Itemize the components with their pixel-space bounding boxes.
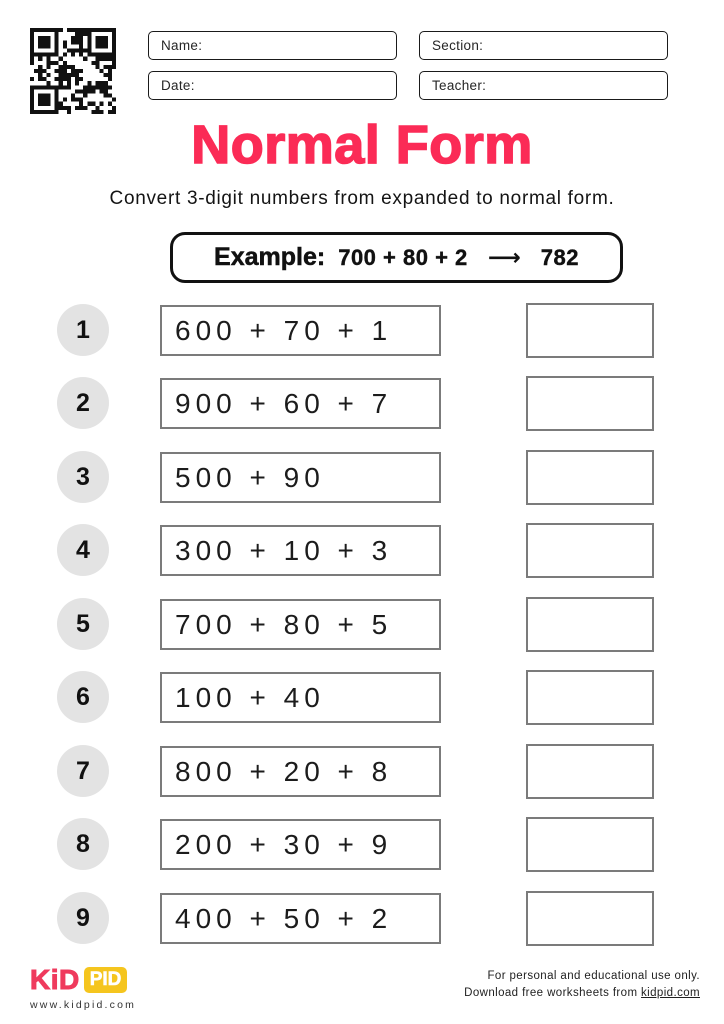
expression-box: 600 + 70 + 1 xyxy=(160,305,441,356)
answer-box[interactable] xyxy=(526,303,654,358)
name-label: Name: xyxy=(161,38,203,53)
problem-number: 2 xyxy=(57,377,109,429)
expression-box: 200 + 30 + 9 xyxy=(160,819,441,870)
problem-row xyxy=(0,672,724,727)
answer-box[interactable] xyxy=(526,450,654,505)
problem-number: 7 xyxy=(57,745,109,797)
problem-row xyxy=(0,525,724,580)
example-label: Example: xyxy=(214,243,326,271)
answer-box[interactable] xyxy=(526,891,654,946)
qr-code xyxy=(30,28,116,114)
page-title: Normal Form xyxy=(191,115,533,175)
teacher-field[interactable] xyxy=(419,71,668,100)
expression-box: 900 + 60 + 7 xyxy=(160,378,441,429)
problem-number: 8 xyxy=(57,818,109,870)
answer-box[interactable] xyxy=(526,376,654,431)
footer-note-line2-text: Download free worksheets from xyxy=(464,987,642,999)
problem-row xyxy=(0,305,724,360)
problem-row xyxy=(0,893,724,948)
expression-box: 300 + 10 + 3 xyxy=(160,525,441,576)
page-subtitle: Convert 3-digit numbers from expanded to normal form. xyxy=(109,188,615,209)
answer-box[interactable] xyxy=(526,817,654,872)
problem-number: 6 xyxy=(57,671,109,723)
logo-pid-badge: PID xyxy=(84,967,128,993)
example-result: 782 xyxy=(540,244,579,270)
problem-row xyxy=(0,746,724,801)
footer-note xyxy=(464,968,700,1002)
right-arrow-icon: ⟶ xyxy=(487,244,521,271)
logo-url: www.kidpid.com xyxy=(30,999,137,1011)
date-label: Date: xyxy=(161,78,195,93)
problem-row xyxy=(0,599,724,654)
section-label: Section: xyxy=(432,38,484,53)
answer-box[interactable] xyxy=(526,523,654,578)
example-box xyxy=(170,232,623,283)
teacher-label: Teacher: xyxy=(432,78,487,93)
problem-number: 9 xyxy=(57,892,109,944)
logo-kid-text: KiD xyxy=(30,964,80,995)
problem-number: 3 xyxy=(57,451,109,503)
expression-box: 500 + 90 xyxy=(160,452,441,503)
footer-note-line1: For personal and educational use only. xyxy=(487,970,700,982)
answer-box[interactable] xyxy=(526,744,654,799)
kidpid-logo xyxy=(30,964,136,1011)
example-expression: 700 + 80 + 2 xyxy=(338,244,468,270)
answer-box[interactable] xyxy=(526,670,654,725)
expression-box: 400 + 50 + 2 xyxy=(160,893,441,944)
problem-number: 4 xyxy=(57,524,109,576)
answer-box[interactable] xyxy=(526,597,654,652)
expression-box: 100 + 40 xyxy=(160,672,441,723)
name-field[interactable] xyxy=(148,31,397,60)
problem-number: 5 xyxy=(57,598,109,650)
date-field[interactable] xyxy=(148,71,397,100)
expression-box: 700 + 80 + 5 xyxy=(160,599,441,650)
problem-row xyxy=(0,378,724,433)
kidpid-link[interactable]: kidpid.com xyxy=(641,987,700,999)
footer-note-line2 xyxy=(464,985,700,1002)
problem-row xyxy=(0,819,724,874)
problem-number: 1 xyxy=(57,304,109,356)
problem-row xyxy=(0,452,724,507)
section-field[interactable] xyxy=(419,31,668,60)
expression-box: 800 + 20 + 8 xyxy=(160,746,441,797)
